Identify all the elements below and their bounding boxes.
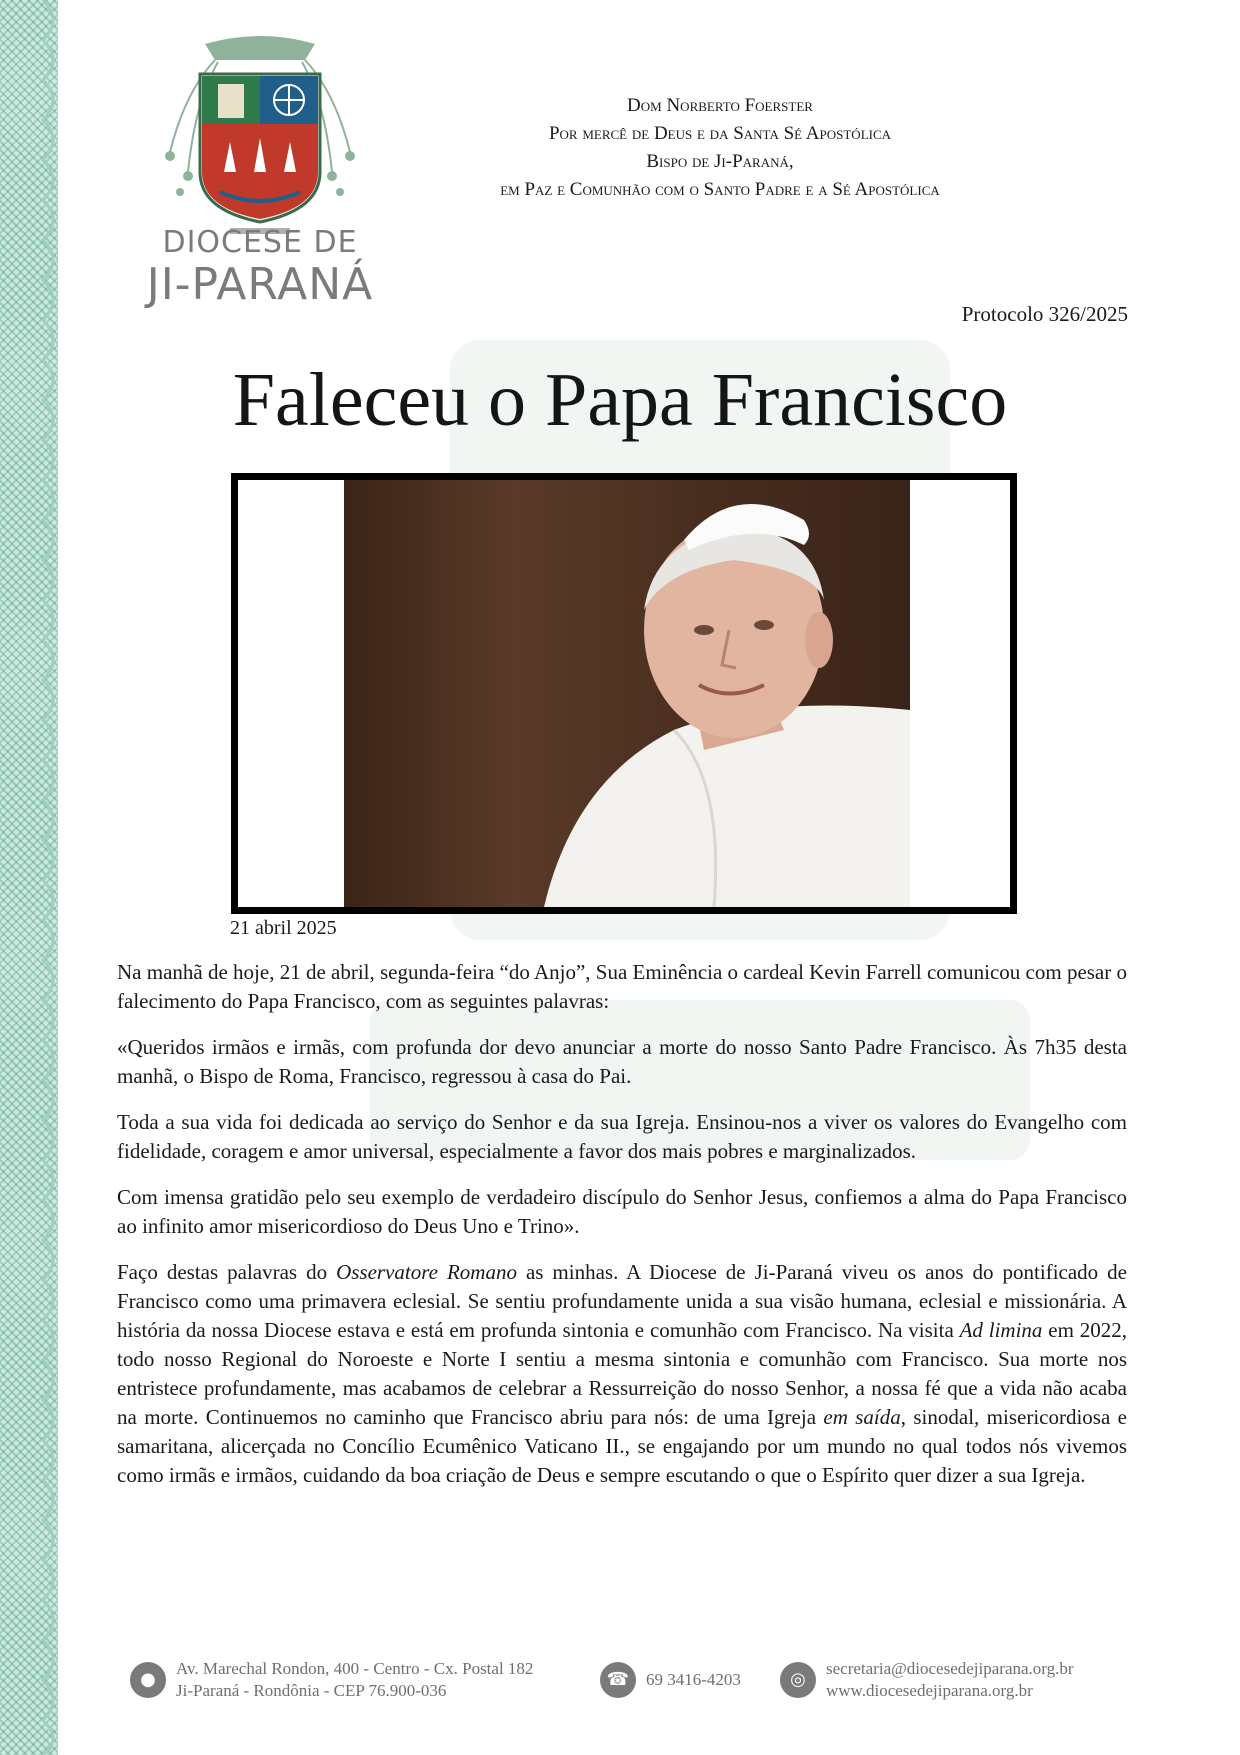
- pope-photo-frame: [231, 473, 1017, 914]
- globe-icon: ◎: [780, 1662, 816, 1698]
- header-line3: Bispo de Ji-Paraná,: [646, 151, 794, 172]
- footer-phone-number: 69 3416-4203: [646, 1670, 741, 1689]
- footer-address-line2: Ji-Paraná - Rondônia - CEP 76.900-036: [176, 1681, 447, 1700]
- logo-text: [130, 226, 390, 310]
- footer-phone: [600, 1662, 741, 1698]
- p5-text-c: em 2022, todo nosso Regional do Noroeste e Norte I sentiu a mesma sintonia e comunhão com Francisco. Sua morte nos entristece profundamente, mas acabamos de celebrar a Ressurreição do nosso Senhor, a nossa fé que a vida não acaba na morte. Continuemos no caminho que Francisco abriu para nós: de uma Igreja: [117, 1318, 1128, 1429]
- pope-portrait-illustration: [344, 480, 910, 907]
- protocol-number: Protocolo 326/2025: [961, 302, 1128, 326]
- footer-contact: [780, 1658, 1074, 1702]
- p5-text-b: as minhas. A Diocese de Ji-Paraná viveu os anos do pontificado de Francisco como uma primavera eclesial. Se sentiu profundamente unida a sua visão humana, eclesial e missionária. A história da nossa Diocese estava e está em profunda sintonia e comunhão com Francisco. Na visita: [117, 1260, 1127, 1342]
- pope-photo: [238, 480, 1010, 907]
- body-paragraph-3: Toda a sua vida foi dedicada ao serviço do Senhor e da sua Igreja. Ensinou-nos a viver os valores do Evangelho com fidelidade, coragem e amor universal, especialmente a favor dos mais pobres e marginalizados.: [117, 1110, 1127, 1163]
- footer-email[interactable]: secretaria@diocesedejiparana.org.br: [826, 1659, 1074, 1678]
- photo-caption-date: 21 abril 2025: [230, 917, 337, 939]
- letterhead-header: [380, 92, 1060, 204]
- p5-text-d: , sinodal, misericordiosa e samaritana, alicerçada no Concílio Ecumênico Vaticano II., se engajando por um mundo no qual todos nós vivemos como irmãs e irmãos, cuidando da boa criação de Deus e sempre escutando o que o Espírito quer dizer a sua Igreja.: [117, 1405, 1127, 1487]
- header-line1: Dom Norberto Foerster: [627, 95, 813, 116]
- logo-line1: DIOCESE DE: [162, 225, 358, 260]
- location-pin-icon: ●: [130, 1662, 166, 1698]
- footer-website[interactable]: www.diocesedejiparana.org.br: [826, 1681, 1033, 1700]
- p5-italic-ad-limina: Ad limina: [959, 1318, 1043, 1342]
- page-footer: [130, 1658, 1140, 1718]
- body-paragraph-2: «Queridos irmãos e irmãs, com profunda dor devo anunciar a morte do nosso Santo Padre Francisco. Às 7h35 desta manhã, o Bispo de Roma, Francisco, regressou à casa do Pai.: [117, 1035, 1127, 1088]
- body-paragraph-4: Com imensa gratidão pelo seu exemplo de verdadeiro discípulo do Senhor Jesus, confiemos a alma do Papa Francisco ao infinito amor misericordioso do Deus Uno e Trino».: [117, 1185, 1127, 1238]
- p5-italic-em-saida: em saída: [823, 1405, 901, 1429]
- decorative-wave: [38, 0, 68, 1755]
- header-line2: Por mercê de Deus e da Santa Sé Apostólica: [548, 123, 892, 144]
- p5-text-a: Faço destas palavras do: [117, 1260, 337, 1284]
- footer-address: [130, 1658, 533, 1702]
- p5-italic-osservatore: Osservatore Romano: [336, 1260, 517, 1284]
- header-line4: em Paz e Comunhão com o Santo Padre e a Sé Apostólica: [500, 179, 940, 200]
- logo-line2: JI-PARANÁ: [146, 259, 374, 310]
- footer-address-line1: Av. Marechal Rondon, 400 - Centro - Cx. Postal 182: [176, 1659, 534, 1678]
- body-paragraph-1: Na manhã de hoje, 21 de abril, segunda-feira “do Anjo”, Sua Eminência o cardeal Kevin Farrell comunicou com pesar o falecimento do Papa Francisco, com as seguintes palavras:: [117, 960, 1127, 1013]
- body-paragraph-5: [117, 1258, 1127, 1490]
- phone-icon: ☎: [600, 1662, 636, 1698]
- page-title: Faleceu o Papa Francisco: [232, 358, 1008, 442]
- document-body: [117, 958, 1127, 1507]
